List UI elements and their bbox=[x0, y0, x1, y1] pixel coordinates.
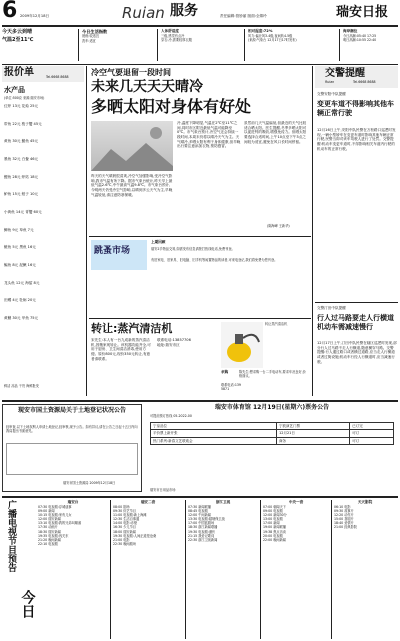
comfort-detail: 三级,感觉有点冷 穿衣:冷,需要较厚衣服 bbox=[161, 33, 192, 42]
ticket-cell: 商务 bbox=[276, 437, 349, 444]
price-list-tel: Tel.6668 8688 bbox=[46, 75, 69, 79]
program: 08:45 电视剧 bbox=[188, 508, 208, 513]
lead-body-mid: 冷,温度下降明显,气温在2℃至11℃之间,同时市区附近最低气温可能降至0℃。市气象台预计,冷空气还会持续一段时间,本周末仍将以晴冷天气为主。天气晴冷,多晒太阳有利于身体健康,但早晚出行要注意添加衣物,预防感冒。 bbox=[177, 121, 241, 149]
lead-story bbox=[89, 66, 309, 234]
ticket-header: 可提前预订热线 05-2022-00 bbox=[150, 414, 192, 418]
price-item: 鲈鱼 15元 蛏子 10元 bbox=[4, 192, 39, 197]
channel-3 bbox=[188, 500, 258, 542]
ticket-cell: 可订 bbox=[350, 437, 394, 444]
price-item: 鲫鱼 9元 草鱼 7元 bbox=[4, 227, 34, 232]
lead-photo bbox=[91, 121, 173, 171]
flea-market-logo: 跳蚤市场 bbox=[91, 240, 147, 270]
program: 13:30 电视剧:婚姻保卫战 bbox=[188, 517, 225, 522]
program: 17:30 动画片 bbox=[38, 525, 58, 530]
market-name: 瑞安市日用品市场 bbox=[150, 488, 176, 492]
transfer-contact: 联系电话:13857706 地址:瑞安市区 bbox=[157, 338, 191, 347]
transfer-body: 宋先生:本人有一台九成新的蒸汽清洁机,因搬家现转让。该机器功能齐全,可用于厨房、卫生间清洁消毒,使用方便。原价800元,现价350元转让,有意者请联系。 bbox=[91, 338, 151, 361]
lead-headline: 未来几天天天晴冷 bbox=[91, 79, 203, 95]
price-item: 鳊鱼 8元 泥鳅 16元 bbox=[4, 263, 36, 268]
program: 22:30 晚间剧场 bbox=[113, 542, 136, 547]
weather-comfort bbox=[161, 29, 241, 42]
weather-strip bbox=[2, 29, 398, 63]
lead-byline: (陈海峰 王新华) bbox=[267, 224, 290, 228]
program: 19:30 电视剧:人间正道是沧桑 bbox=[113, 533, 157, 538]
tv-guide-title: 广播电视节目预告 bbox=[6, 500, 16, 572]
channel-title: 浙江卫视 bbox=[215, 500, 231, 504]
program: 07:30 新闻联播 bbox=[188, 504, 211, 509]
program: 11:00 电视剧:新上海滩 bbox=[113, 512, 147, 517]
notice-item2-body: 12月17日上午,汀田中队民警在辖区巡逻时发现,部分行人过马路不走人行横道,随意横穿马路。交警提醒:行人通过路口或者横过道路,应当走人行横道或者过街设施;机动车行经人行横道时,应当减速行驶。 bbox=[317, 341, 397, 364]
land-notice-body: 经审查,以下土地权利人申请土地登记,经审核,现予公告。如有异议,请在公告之日起十五日内向我局提出书面意见。 bbox=[6, 425, 138, 434]
tv-guide bbox=[2, 500, 398, 639]
price-category: 水产品 bbox=[4, 86, 25, 94]
tide-title: 海岸潮位 bbox=[343, 29, 358, 33]
column-body: 有旧家电、旧家具、旧电脑、旧手机等闲置物品的读者,可来电登记,我们将免费为您刊登。 bbox=[151, 258, 278, 262]
price-item: 小黄鱼 14元 青蟹 60元 bbox=[4, 210, 42, 215]
price-items bbox=[4, 104, 82, 325]
ticket-cell: 12月21日 bbox=[276, 430, 349, 437]
channel-title: 中央一套 bbox=[288, 500, 304, 504]
program: 08:00 剧场 bbox=[113, 504, 130, 509]
program: 12:30 生活百事通 bbox=[113, 517, 140, 522]
notice-item2-headline: 行人过马路要走人行横道机动车需减速慢行 bbox=[317, 314, 394, 331]
table-row bbox=[151, 437, 394, 444]
program: 21:15 我爱记歌词 bbox=[188, 533, 215, 538]
page-number: 6 bbox=[2, 0, 18, 23]
program: 19:00 新闻联播 bbox=[263, 525, 286, 530]
program: 14:00 电影:赤壁 bbox=[113, 521, 138, 526]
ticket-title: 瑞安市体育馆 12月19日(星期六)票务公告 bbox=[214, 404, 330, 411]
program: 07:30 电视剧:浮城谜事 bbox=[38, 504, 72, 509]
channel-1 bbox=[38, 500, 108, 546]
channel-title: 天天影院 bbox=[357, 500, 373, 504]
program: 17:00 中国蓝剧场 bbox=[188, 521, 215, 526]
program: 12:00 瑞安新闻 bbox=[38, 517, 61, 522]
ticket-cell: 已订完 bbox=[350, 423, 394, 430]
table-row bbox=[151, 430, 394, 437]
ticket-cell: 宁皇品位 bbox=[151, 423, 277, 430]
program: 13:00 电视剧 bbox=[263, 517, 283, 522]
program: 09:30 综艺节目 bbox=[113, 508, 136, 513]
program: 19:30 电视剧:潜伏 bbox=[188, 529, 216, 534]
price-item: 黄鳝 30元 甲鱼 75元 bbox=[4, 316, 39, 321]
steam-cleaner-photo bbox=[221, 322, 263, 368]
ticket-table bbox=[150, 422, 394, 445]
price-list-header bbox=[2, 66, 84, 82]
notice-en: Ruian bbox=[325, 80, 335, 84]
channel-4 bbox=[263, 500, 329, 542]
program: 10:15 电视剧:家有儿女 bbox=[38, 512, 72, 517]
program: 17:00 新闻 bbox=[263, 521, 280, 526]
notice-header bbox=[315, 66, 398, 88]
masthead bbox=[2, 2, 398, 24]
program: 16:30 少儿节目 bbox=[113, 525, 136, 530]
price-item: 田螺 4元 牡蛎 20元 bbox=[4, 298, 36, 303]
notice-item1-title: 交警安阳中队提醒 bbox=[317, 92, 346, 96]
land-notice-table bbox=[6, 443, 138, 475]
notice-item1-headline: 变更车道不得影响其他车辆正常行驶 bbox=[317, 100, 394, 117]
traffic-notice bbox=[315, 66, 398, 396]
program: 21:00 经典影院 bbox=[334, 525, 357, 530]
column-tag: 上期回顾 bbox=[151, 240, 166, 244]
transfer-story bbox=[89, 320, 311, 398]
ticket-notice bbox=[146, 404, 398, 492]
program: 09:00 新闻 bbox=[38, 508, 55, 513]
date-line: 2009年12月18日 bbox=[20, 14, 50, 18]
channel-5 bbox=[334, 500, 396, 530]
life-index-detail: 晨练:较适宜 洗车:适宜 bbox=[82, 34, 100, 43]
wanted-title: 求购 bbox=[221, 370, 229, 374]
today-label: 今日 bbox=[19, 590, 36, 618]
program: 12:00 新闻30分 bbox=[263, 512, 287, 517]
price-item: 带鱼 22元 梭子蟹 45元 bbox=[4, 121, 42, 126]
program: 12:00 午间新闻 bbox=[188, 512, 211, 517]
program: 19:38 焦点访谈 bbox=[263, 529, 286, 534]
weather-today-title: 今天多云到晴 bbox=[2, 29, 33, 35]
program: 21:20 晚间新闻 bbox=[38, 537, 61, 542]
program: 21:00 电影 bbox=[113, 537, 130, 542]
land-notice-ad bbox=[2, 404, 142, 492]
section-en: Ruian bbox=[122, 4, 165, 22]
lead-subhead: 多晒太阳对身体有好处 bbox=[91, 97, 252, 116]
price-item: 龙头鱼 12元 海蜇 8元 bbox=[4, 280, 40, 285]
lead-body-left: 昨天的天气晴晨很清爽,冷空气加强影响,受冷空气影响,我市气温有所下降。据市气象台统计,昨天早上最低气温2.6℃,中午最高气温9.8℃。市气象台预计,今明两天仍受冷空气影响,以晴到多云天气为主,早晚气温较低,请注意防寒保暖。 bbox=[91, 174, 173, 197]
editor-line: 责任编辑:管妙丽 版面:全婧玲 bbox=[220, 14, 267, 18]
price-item: 红虾 13元 花蛤 25元 bbox=[4, 104, 39, 108]
program: 13:10 电视剧:我的兄弟叫顺溜 bbox=[38, 521, 82, 526]
transfer-headline: 转让:蒸汽清洁机 bbox=[91, 322, 173, 335]
price-item: 墨鱼 32元 白鲞 46元 bbox=[4, 157, 39, 162]
program: 09:00 电视剧 bbox=[263, 508, 283, 513]
logo: 瑞安日报 bbox=[336, 5, 389, 20]
humidity-detail: 风力:偏北风3-4级,夜间转4-5级 (来源:气象台 12月17日17时发布) bbox=[248, 33, 297, 42]
ticket-cell: 热门系列:新春文艺联欢会 bbox=[151, 437, 277, 444]
program: 12:20 动作片 bbox=[334, 512, 354, 517]
program: 22:00 晚间新闻 bbox=[263, 537, 286, 542]
program: 15:00 喜剧片 bbox=[334, 517, 354, 522]
program: 22:30 浙江卫视新闻 bbox=[188, 537, 218, 542]
program: 22:10 电视剧 bbox=[38, 542, 58, 547]
weather-today-detail: 气温2至11℃ bbox=[2, 37, 34, 44]
price-item: 鳗鱼 28元 虾姑 18元 bbox=[4, 174, 39, 179]
notice-tel: Tel.6668 8688 bbox=[353, 80, 376, 84]
notice-item1-body: 12月16日上午,安阳中队民警在万松路口巡逻时发现,一辆小型轿车在变更车道时影响其他车辆正常行驶,民警当即对该车驾驶人进行了处罚。交警提醒:机动车变更车道时,不得影响相关车道内行驶的机动车的正常行驶。 bbox=[317, 128, 396, 151]
channel-title: 瑞安二套 bbox=[140, 500, 156, 504]
program: 19:35 电视剧:闯关东 bbox=[38, 533, 69, 538]
life-index-title: 今日生活指数 bbox=[82, 29, 108, 34]
tide-detail: 今日高潮:05:40 17:25 明日高潮:10:55 22:40 bbox=[343, 33, 377, 42]
notice-title: 交警提醒 bbox=[325, 68, 365, 79]
column-lead: 瑞安2手物品交易,如需发布信息请拨打热线电话,免费刊登。 bbox=[151, 247, 235, 251]
price-footer: 鲜活 冻品 干货 海鲜批发 bbox=[4, 384, 39, 388]
ticket-cell: 宁波演艺门票 bbox=[276, 423, 349, 430]
program: 18:30 瑞安新闻 bbox=[38, 529, 61, 534]
channel-title: 瑞安台 bbox=[67, 500, 79, 504]
section-title: 服务 bbox=[170, 3, 198, 19]
notice-item2-title: 交警汀田中队提醒 bbox=[317, 306, 346, 310]
table-row bbox=[151, 423, 394, 430]
flea-market-column bbox=[89, 238, 311, 318]
price-item: 鲢鱼 5元 黑鱼 16元 bbox=[4, 245, 36, 250]
channel-2 bbox=[113, 500, 183, 546]
ticket-cell: 平价票上新开张 bbox=[151, 430, 277, 437]
lead-kicker: 冷空气要退留一段时间 bbox=[91, 68, 171, 77]
wanted-tel: 联系电话:139 5871 bbox=[221, 383, 241, 392]
weather-humidity bbox=[248, 29, 336, 42]
humidity-title: 相对湿度:72% bbox=[248, 29, 273, 33]
comfort-title: 人体舒适度 bbox=[161, 29, 179, 33]
lead-body-right: 虽然前几天气温偏低,但最近的天气比较适合晒太阳。医生提醒,冬季多晒太阳可以促进钙的吸收,增强免疫力。但晒太阳要选择合适时间,上午10点至下午3点之间较为适宜,避免在风口长时间停留。 bbox=[244, 121, 307, 144]
program: 18:00 瑞安新闻 bbox=[113, 529, 136, 534]
weather-today bbox=[2, 29, 77, 63]
program: 07:00 朝闻天下 bbox=[263, 504, 286, 509]
program: 06:10 电影 bbox=[334, 504, 351, 509]
land-notice-footer: 瑞安市国土资源局 2009年12月18日 bbox=[63, 481, 116, 485]
program: 20:00 电视剧 bbox=[263, 533, 283, 538]
weather-tide bbox=[343, 29, 398, 42]
price-list-title: 报价单 bbox=[4, 67, 34, 78]
price-note: (单位:500克 来源:瑞安市场) bbox=[4, 96, 45, 100]
ticket-cell: 可订 bbox=[350, 430, 394, 437]
price-list bbox=[2, 66, 84, 396]
program: 09:30 故事片 bbox=[334, 508, 354, 513]
land-notice-title: 现安市国土资源局关于土地登记状况公告 bbox=[17, 407, 126, 414]
program: 18:30 浙江新闻联播 bbox=[188, 525, 218, 530]
wanted-body: 陈先生:想求购一台二手电动车,要求车况良好,价格面议。 bbox=[239, 370, 306, 379]
price-item: 黄鱼 30元 鲳鱼 45元 bbox=[4, 139, 39, 144]
program: 18:40 爱情片 bbox=[334, 521, 354, 526]
transfer-caption: 转让蒸汽清洁机 bbox=[265, 322, 288, 326]
weather-life-index bbox=[82, 29, 154, 43]
